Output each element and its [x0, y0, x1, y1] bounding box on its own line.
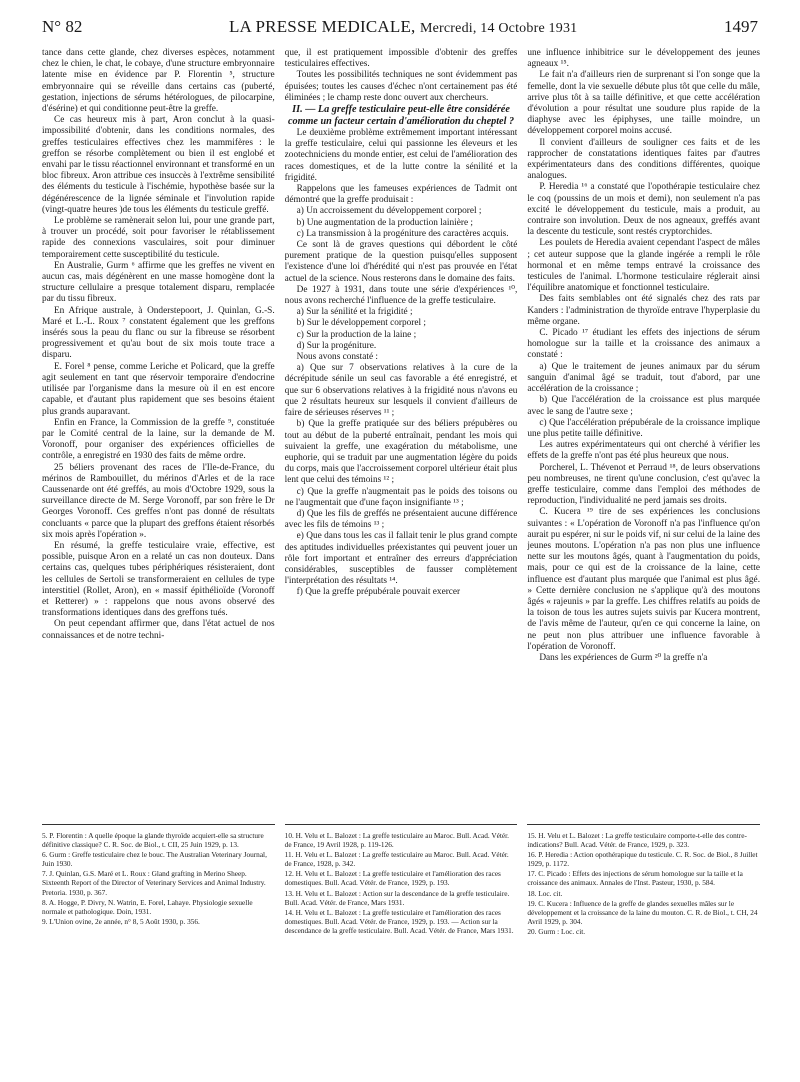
- footnote-column-3: [527, 824, 760, 1074]
- paragraph: que, il est pratiquement impossible d'obtenir des greffes testiculaires effectives.: [284, 48, 518, 70]
- footnote: 14. H. Velu et L. Balozet : La greffe testiculaire et l'amélioration des races domestiques. Bull. Acad. Vétér. de France, 1929, p. 193. — Action sur la descendance de la greffe testiculaire. Bull. Acad. Vétér. de France, Mars 1931.: [284, 907, 514, 935]
- footnote: 15. H. Velu et L. Balozet : La greffe testiculaire comporte-t-elle des contre-indications? Bull. Acad. Vétér. de France, 1929, p. 323.: [527, 831, 747, 850]
- paragraph: P. Heredia ¹⁶ a constaté que l'opothérapie testiculaire chez le coq (poussins de un mois et demi), non seulement n'a pas excité le développement du testicule, mais a produit, au contraire son involution. Deux de nos agneaux, greffés avant la descente du testicule, sont restés cryptorchides.: [527, 182, 761, 238]
- paragraph: De 1927 à 1931, dans toute une série d'expériences ¹⁰, nous avons recherché l'influence de la greffe testiculaire.: [284, 284, 518, 307]
- footnote-column-1: [42, 824, 275, 1074]
- paragraph: Des faits semblables ont été signalés chez des rats par Kanders : l'administration de thyroïde entrave l'hyperplasie du même organe.: [527, 294, 761, 327]
- paragraph: C. Kucera ¹⁹ tire de ses expériences les conclusions suivantes : « L'opération de Voronoff n'a pas l'influence qu'on aurait pu espérer, ni sur le poids vif, ni sur celui de la laine des jeunes moutons. L'opération n'a pas non plus une influence nette sur les moutons âgés, quant à l'augmentation du poids, mais, pour ce qui est de la croissance de la laine, cette influence est d'autant plus marquée que l'animal est plus âgé. » Cette dernière conclusion ne s'applique qu'à des moutons âgés « rajeunis » par la greffe. Les chiffres relatifs au poids de la toison de tous les autres sujets suivis par Kucera montrent, de l'avis même de l'auteur, qu'en ce qui concerne la laine, on ne peut non plus attribuer une influence favorable à l'opération de Voronoff.: [527, 507, 761, 652]
- paragraph: a) Sur la sénilité et la frigidité ;: [296, 307, 413, 318]
- paragraph: e) Que dans tous les cas il fallait tenir le plus grand compte des aptitudes individuelles préexistantes qui peuvent jouer un rôle fort important et entraîner des erreurs d'appréciation considérables, susceptibles de fausser complètement l'interprétation des résultats ¹⁴.: [284, 531, 518, 587]
- paragraph: c) Sur la production de la laine ;: [296, 329, 417, 340]
- paragraph: 25 béliers provenant des races de l'Ile-de-France, du mérinos de Rambouillet, du mérinos d'Arles et de la race Caussenarde ont été greffés, au mois d'Octobre 1929, sous la surveillance directe de M. Serge Voronoff, par son frère le Dr Georges Voronoff. Ces greffes n'ont pas donné de résultats concluants « parce que la plupart des greffons étaient résorbés six mois après l'opération ».: [42, 462, 275, 540]
- paragraph: b) Sur le développement corporel ;: [296, 318, 427, 329]
- journal-title: LA PRESSE MEDICALE,: [228, 17, 416, 36]
- paragraph: c) La transmission à la progéniture des caractères acquis.: [296, 228, 509, 239]
- paragraph: Le fait n'a d'ailleurs rien de surprenant si l'on songe que la femelle, dont la vie sexuelle débute plus tôt que celle du mâle, arrive plus tôt à sa taille définitive, et que cette accélération d'évolution a pour résultat une soudure plus rapide de la diaphyse avec les épiphyses, une taille moindre, un développement corporel moins accusé.: [527, 70, 761, 137]
- page-header: [42, 14, 758, 40]
- paragraph: E. Forel ⁸ pense, comme Leriche et Policard, que la greffe agit seulement en tant que réservoir temporaire d'endocrine utilisée par l'organisme dans la mesure où il en est encore capable, et d'autant plus rapidement que ses besoins étaient plus grands auparavant.: [42, 361, 275, 417]
- footnote: 10. H. Velu et L. Balozet : La greffe testiculaire au Maroc. Bull. Acad. Vétér. de France, 19 Avril 1928, p. 119-126.: [284, 831, 509, 850]
- paragraph: Les autres expérimentateurs qui ont cherché à vérifier les effets de la greffe n'ont pas été plus heureux que nous.: [527, 440, 761, 462]
- paragraph: Les poulets de Heredia avaient cependant l'aspect de mâles ; cet auteur suppose que la glande ingérée a rempli le rôle hormonal et en même temps entravé la croissance des testicules de l'animal. L'hormone testiculaire réglerait ainsi l'équilibre anatomique et fonctionnel testiculaire.: [527, 238, 761, 294]
- paragraph: Nous avons constaté :: [296, 352, 379, 363]
- paragraph: Dans les expériences de Gurm ²⁰ la greffe n'a: [539, 652, 708, 663]
- paragraph: b) Que la greffe pratiquée sur des béliers prépubères ou tout au début de la puberté entraînait, pendant les mois qui suivaient la greffe, une exagération du métabolisme, une euphorie, qui se traduit par une augmentation légère du poids du corps, mais que l'accroissement corporel ultérieur était plus lent que celui des témoins ¹² ;: [284, 419, 518, 486]
- text-column-2: [285, 48, 518, 818]
- paragraph: Porcherel, L. Thévenot et Perraud ¹⁸, de leurs observations peu nombreuses, ne tirent qu'une conclusion, c'est qu'avec la greffe testiculaire, comme dans l'emploi des méthodes de reproduction, l'individualité ne perd jamais ses droits.: [527, 462, 761, 507]
- footnote: 6. Gurm : Greffe testiculaire chez le bouc. The Australian Veterinary Journal, Juin 1930.: [42, 850, 267, 869]
- paragraph: Rappelons que les fameuses expériences de Tadmit ont démontré que la greffe produisait :: [284, 184, 518, 206]
- footnote-column-2: [285, 824, 518, 1074]
- footnote: 16. P. Heredia : Action opothérapique du testicule. C. R. Soc. de Biol., 8 Juillet 1929, p. 1172.: [527, 850, 758, 869]
- paragraph: a) Que sur 7 observations relatives à la cure de la décrépitude sénile un seul cas favorable a été enregistré, et que sur 6 observations relatives à la frigidité nous n'avons eu que 2 résultats heureux sur lesquels il convient d'ailleurs de faire de sérieuses réserves ¹¹ ;: [284, 363, 518, 419]
- footnote: 9. L'Union ovine, 2e année, n° 8, 5 Août 1930, p. 356.: [42, 916, 200, 926]
- paragraph: Ce sont là de graves questions qui débordent le côté purement pratique de la question puisqu'elles supposent l'existence d'une loi d'hérédité qui n'est pas prouvée en l'état actuel de la science. Nous resterons dans le domaine des faits.: [284, 240, 518, 284]
- footnote: 8. A. Hogge, P. Divry, N. Watrin, E. Forel, Lahaye. Physiologie sexuelle normale et pathologique. Doin, 1931.: [42, 897, 253, 916]
- page-number: 1497: [723, 17, 758, 36]
- paragraph: b) Une augmentation de la production lainière ;: [296, 217, 473, 228]
- footnote: 5. P. Florentin : A quelle époque la glande thyroïde acquiert-elle sa structure définitive classique? C. R. Soc. de Biol., t. CII, 25 Juin 1929, p. 13.: [42, 831, 264, 850]
- footnote: 7. J. Quinlan, G.S. Maré et L. Roux : Gland grafting in Merino Sheep. Sixteenth Report of the Director of Veterinary Services and Animal Industry. Pretoria. 1930, p. 367.: [42, 869, 266, 897]
- footnote: 12. H. Velu et L. Balozet : La greffe testiculaire et l'amélioration des races domestiques. Bull. Acad. Vétér. de France, 1929, p. 193.: [284, 869, 501, 888]
- issue-date: Mercredi, 14 Octobre 1931: [419, 21, 578, 36]
- paragraph: En Afrique australe, à Onderstepoort, J. Quinlan, G.-S. Maré et L.-L. Roux ⁷ constatent également que les greffons insérés sous la peau du flanc ou sur la fibreuse se résorbent progressivement et qu'au bout de six mois toute trace a disparu.: [42, 305, 275, 361]
- paragraph: Le problème se ramènerait selon lui, pour une grande part, à trouver un procédé, soit pour favoriser le rétablissement rapide des connexions vasculaires, soit pour diminuer temporairement cette susceptibilité du testicule.: [42, 216, 275, 260]
- footnotes: [42, 824, 760, 1074]
- paragraph: b) Que l'accélération de la croissance est plus marquée avec le sang de l'autre sexe ;: [527, 395, 761, 417]
- paragraph: a) Un accroissement du développement corporel ;: [296, 206, 482, 217]
- paragraph: En résumé, la greffe testiculaire vraie, effective, est possible, puisque Aron en a relaté un cas non douteux. Dans certains cas, quelques tubes périphériques résisteraient, dont les cellules de Sertoli se transformeraient en cellules de type interstitiel (Rollet, Aron), en « massif épithélioïde (Voronoff et Retterer) » : rappelons que nous avons observé des transformations identiques dans des greffons tués.: [42, 540, 275, 619]
- journal-masthead: [229, 17, 577, 37]
- paragraph: c) Que la greffe n'augmentait pas le poids des toisons ou ne l'augmentait que d'une façon insignifiante ¹³ ;: [284, 486, 518, 508]
- paragraph: une influence inhibitrice sur le développement des jeunes agneaux ¹⁵.: [527, 48, 761, 70]
- paragraph: Enfin en France, la Commission de la greffe ⁹, constituée par le Comité central de la laine, sur la demande de M. Voronoff, pour organiser des expériences officielles de contrôle, a enregistré en 1930 des faits de même ordre.: [42, 417, 275, 462]
- paragraph: Ce cas heureux mis à part, Aron conclut à la quasi-impossibilité d'obtenir, dans les conditions normales, des greffes testiculaires effectives chez les mammifères : le greffon se résorbe complètement ou bien il est englobé et envahi par le tissu réactionnel environnant et transformé en un bloc fibreux. Aron attribue ces insuccès à l'extrême sensibilité des éléments du testicule à l'ischémie, hypothèse basée sur la dégénérescence de la lignée séminale et l'involution rapide (vingt-quatre heures )de tous les éléments du testicule greffé.: [42, 115, 275, 215]
- paragraph: Le deuxième problème extrêmement important intéressant la greffe testiculaire, celui qui passionne les éleveurs et les zootechniciens du monde entier, est celui de l'amélioration des races domestiques, et de la lutte contre la sénilité et la frigidité.: [284, 128, 518, 183]
- paragraph: c) Que l'accélération prépubérale de la croissance implique une plus petite taille définitive.: [527, 417, 761, 439]
- text-column-1: [42, 48, 275, 818]
- paragraph: Toutes les possibilités techniques ne sont évidemment pas épuisées; toutes les causes d'échec n'ont certainement pas été éliminées ; le champ reste donc ouvert aux chercheurs.: [284, 70, 518, 103]
- text-column-3: [527, 48, 760, 818]
- paragraph: d) Sur la progéniture.: [296, 340, 377, 351]
- paragraph: C. Picado ¹⁷ étudiant les effets des injections de sérum homologue sur la taille et la croissance des animaux a constaté :: [527, 328, 761, 361]
- paragraph: d) Que les fils de greffés ne présentaient aucune différence avec les fils de témoins ¹³ ;: [284, 508, 518, 531]
- paragraph: On peut cependant affirmer que, dans l'état actuel de nos connaissances et de notre techni-: [42, 619, 275, 641]
- article-body: [42, 48, 760, 818]
- section-title: II. — La greffe testiculaire peut-elle être considérée comme un facteur certain d'amélioration du cheptel ?: [287, 104, 515, 128]
- footnote: 11. H. Velu et L. Balozet : La greffe testiculaire au Maroc. Bull. Acad. Vétér. de France, 1928, p. 342.: [284, 850, 509, 869]
- paragraph: a) Que le traitement de jeunes animaux par du sérum sanguin d'animal âgé se traduit, tout d'abord, par une accélération de la croissance ;: [527, 361, 761, 395]
- issue-number: N° 82: [42, 17, 83, 36]
- footnote: 17. C. Picado : Effets des injections de sérum homologue sur la taille et la croissance des animaux. Annales de l'Inst. Pasteur, 1930, p. 584.: [527, 869, 743, 888]
- footnote: 20. Gurm : Loc. cit.: [527, 926, 586, 936]
- paragraph: En Australie, Gurm ⁶ affirme que les greffes ne vivent en aucun cas, mais dégénèrent en une masse homogène dont la structure cellulaire a presque totalement disparu, remplacée par du tissu fibreux.: [42, 260, 275, 305]
- footnote: 19. C. Kucera : Influence de la greffe de glandes sexuelles mâles sur le développement et la croissance de la laine du mouton. C. R. de Biol., t. CH, 24 Avril 1929, p. 304.: [527, 898, 758, 926]
- footnote: 13. H. Velu et L. Balozet : Action sur la descendance de la greffe testiculaire. Bull. Acad. Vétér. de France, Mars 1931.: [284, 888, 510, 907]
- paragraph: f) Que la greffe prépubérale pouvait exercer: [296, 587, 461, 598]
- paragraph: tance dans cette glande, chez diverses espèces, notamment chez le chien, le chat, le cobaye, d'une structure embryonnaire latente mise en évidence par P. Florentin ⁵, structure embryonnaire qui se réveille dans certains cas (puberté, gestation, injections de sérums hétérologues, de pilocarpine, d'ésérine) et qui conditionne peut-être la greffe.: [42, 48, 275, 115]
- paragraph: Il convient d'ailleurs de souligner ces faits et de les rapprocher de constatations identiques faites par d'autres expérimentateurs dans des conditions différentes, quoique analogues.: [527, 137, 761, 182]
- footnote: 18. Loc. cit.: [527, 888, 563, 898]
